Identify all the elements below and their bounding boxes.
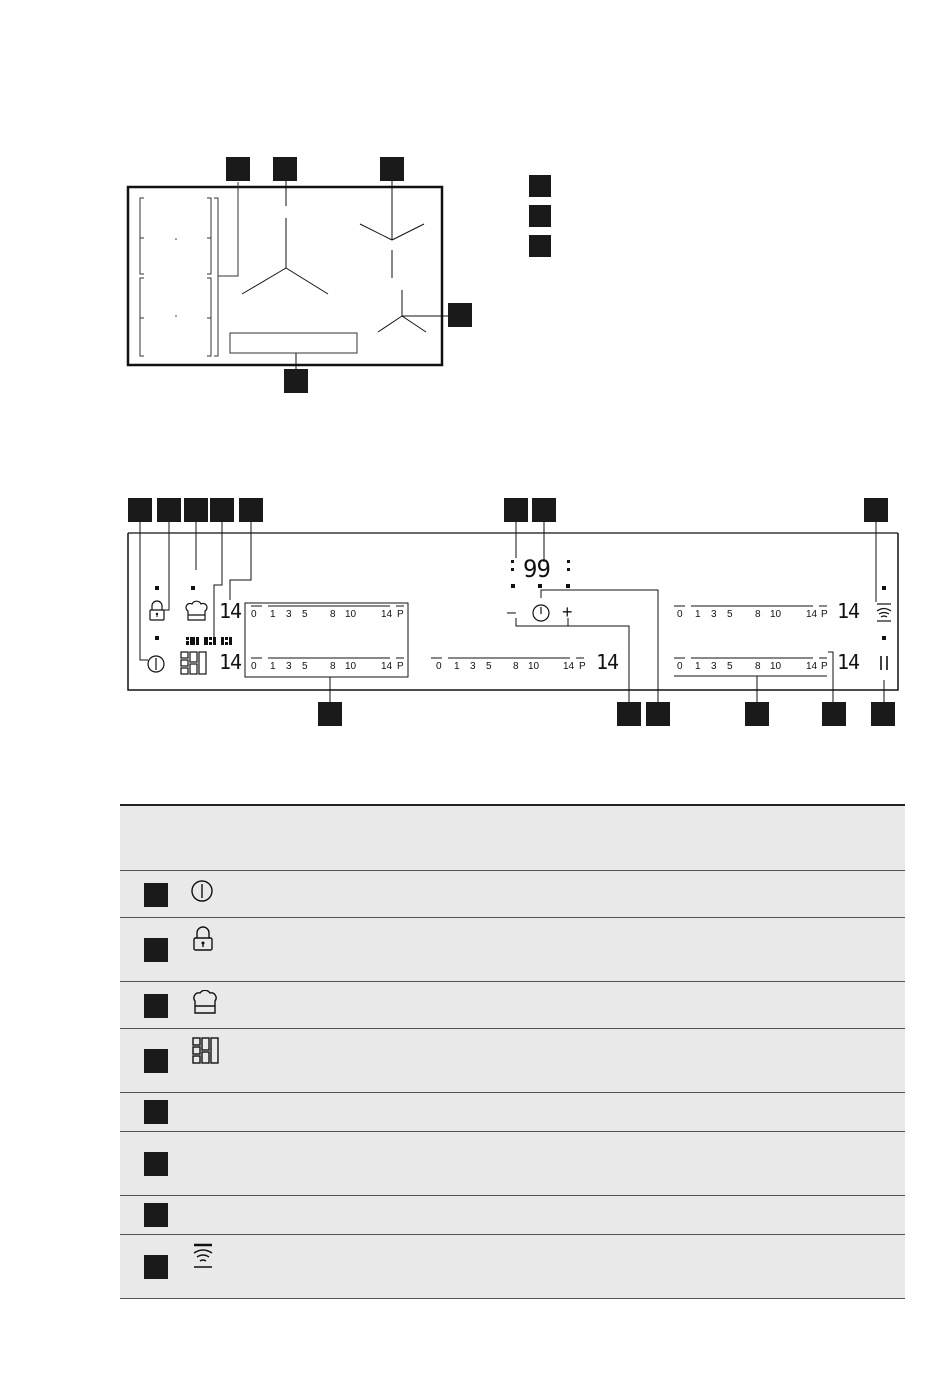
- key-table: [120, 804, 905, 1299]
- zone-pattern-icon[interactable]: [181, 652, 206, 674]
- scale-label: 5: [302, 661, 308, 672]
- hob-outline: [128, 187, 442, 365]
- hob-hood-icon: [190, 1243, 220, 1273]
- display-left-bottom: 14: [219, 650, 242, 674]
- callout-marker: [617, 702, 641, 726]
- zone-dot: [175, 315, 177, 317]
- scale-label: 14: [381, 609, 393, 620]
- legend-square: [529, 175, 551, 197]
- timer-plus-button[interactable]: +: [562, 602, 573, 622]
- callout-marker: [210, 498, 234, 522]
- table-row: [120, 1092, 905, 1131]
- hob-hood-icon[interactable]: [877, 604, 891, 621]
- scale-label: 5: [302, 609, 308, 620]
- table-row: [120, 981, 905, 1028]
- scale-label: 10: [345, 609, 357, 620]
- timer-clock-icon[interactable]: [533, 605, 549, 621]
- callout-marker: [273, 157, 297, 181]
- legend-square: [529, 235, 551, 257]
- scale-label: 14: [806, 609, 818, 620]
- scale-label: 1: [270, 661, 276, 672]
- row-marker: [144, 883, 168, 907]
- callout-marker: [871, 702, 895, 726]
- scale-label: P: [397, 609, 404, 620]
- scale-label: 8: [330, 609, 336, 620]
- leader-lines-top: [140, 520, 876, 660]
- callout-marker: [318, 702, 342, 726]
- scale-label: 8: [330, 661, 336, 672]
- scale-label: 10: [528, 661, 540, 672]
- cooking-zone-left: [242, 180, 328, 294]
- scale-label: 10: [770, 661, 782, 672]
- scale-label: P: [821, 609, 828, 620]
- lock-icon[interactable]: [150, 601, 164, 620]
- table-row: [120, 917, 905, 981]
- hob-outline-svg: [0, 0, 950, 420]
- scale-label: 10: [345, 661, 357, 672]
- display-middle: 14: [596, 650, 619, 674]
- scale-label: P: [397, 661, 404, 672]
- scale-label: 1: [270, 609, 276, 620]
- table-header: [120, 804, 905, 870]
- callout-marker: [128, 498, 152, 522]
- callout-marker: [448, 303, 472, 327]
- scale-label: 5: [727, 609, 733, 620]
- legend-square: [529, 205, 551, 227]
- scale-label: 8: [755, 661, 761, 672]
- row-marker: [144, 1152, 168, 1176]
- scale-label: P: [579, 661, 586, 672]
- row-marker: [144, 938, 168, 962]
- cooking-zone-right-bottom: [378, 290, 448, 332]
- scale-label: 1: [454, 661, 460, 672]
- scale-label: 5: [727, 661, 733, 672]
- scale-label: 14: [381, 661, 393, 672]
- scale-label: 0: [436, 661, 442, 672]
- timer-display: 99: [523, 555, 550, 583]
- callout-marker: [504, 498, 528, 522]
- scale-label: 0: [677, 609, 683, 620]
- zone-pattern-small-icons: [186, 637, 232, 645]
- scale-label: 3: [286, 609, 292, 620]
- scale-label: 0: [251, 609, 257, 620]
- scale-label: 3: [286, 661, 292, 672]
- scale-label: 0: [677, 661, 683, 672]
- zone-dot: [175, 238, 177, 240]
- zone-pattern-icon: [190, 1037, 220, 1067]
- table-row: [120, 1195, 905, 1234]
- scale-label: 3: [711, 609, 717, 620]
- control-panel-strip: [230, 333, 357, 353]
- callout-marker: [284, 369, 308, 393]
- display-right-top: 14: [837, 599, 860, 623]
- cooking-zone-right-top: [360, 180, 424, 278]
- pause-icon[interactable]: [881, 656, 887, 670]
- callout-marker: [864, 498, 888, 522]
- indicator-dots: [155, 560, 886, 640]
- row-marker: [144, 1203, 168, 1227]
- row-marker: [144, 1049, 168, 1073]
- scale-label: 8: [513, 661, 519, 672]
- table-row: [120, 1028, 905, 1092]
- scale-label: 0: [251, 661, 257, 672]
- chef-hat-icon: [190, 990, 220, 1020]
- left-zone-brackets: [140, 182, 238, 356]
- display-left-top: 14: [219, 599, 242, 623]
- table-row: [120, 1234, 905, 1299]
- callout-marker: [745, 702, 769, 726]
- timer-minus-button[interactable]: –: [507, 604, 516, 621]
- scale-label: P: [821, 661, 828, 672]
- table-row: [120, 1131, 905, 1195]
- chef-hat-icon[interactable]: [186, 601, 207, 620]
- lock-icon: [190, 926, 220, 956]
- callout-marker: [822, 702, 846, 726]
- callout-marker: [239, 498, 263, 522]
- scale-label: 8: [755, 609, 761, 620]
- callout-marker: [646, 702, 670, 726]
- power-icon[interactable]: [148, 656, 164, 672]
- callout-marker: [226, 157, 250, 181]
- timer-bracket: [516, 590, 658, 702]
- row-marker: [144, 1100, 168, 1124]
- scale-label: 3: [711, 661, 717, 672]
- scale-label: 1: [695, 609, 701, 620]
- scale-label: 3: [470, 661, 476, 672]
- row-marker: [144, 1255, 168, 1279]
- scale-label: 1: [695, 661, 701, 672]
- scale-label: 14: [563, 661, 575, 672]
- callout-marker: [157, 498, 181, 522]
- callout-marker: [532, 498, 556, 522]
- power-icon: [190, 879, 220, 909]
- callout-marker: [380, 157, 404, 181]
- scale-label: 5: [486, 661, 492, 672]
- table-row: [120, 870, 905, 917]
- display-right-bottom: 14: [837, 650, 860, 674]
- callout-marker: [184, 498, 208, 522]
- scale-label: 14: [806, 661, 818, 672]
- scale-label: 10: [770, 609, 782, 620]
- row-marker: [144, 994, 168, 1018]
